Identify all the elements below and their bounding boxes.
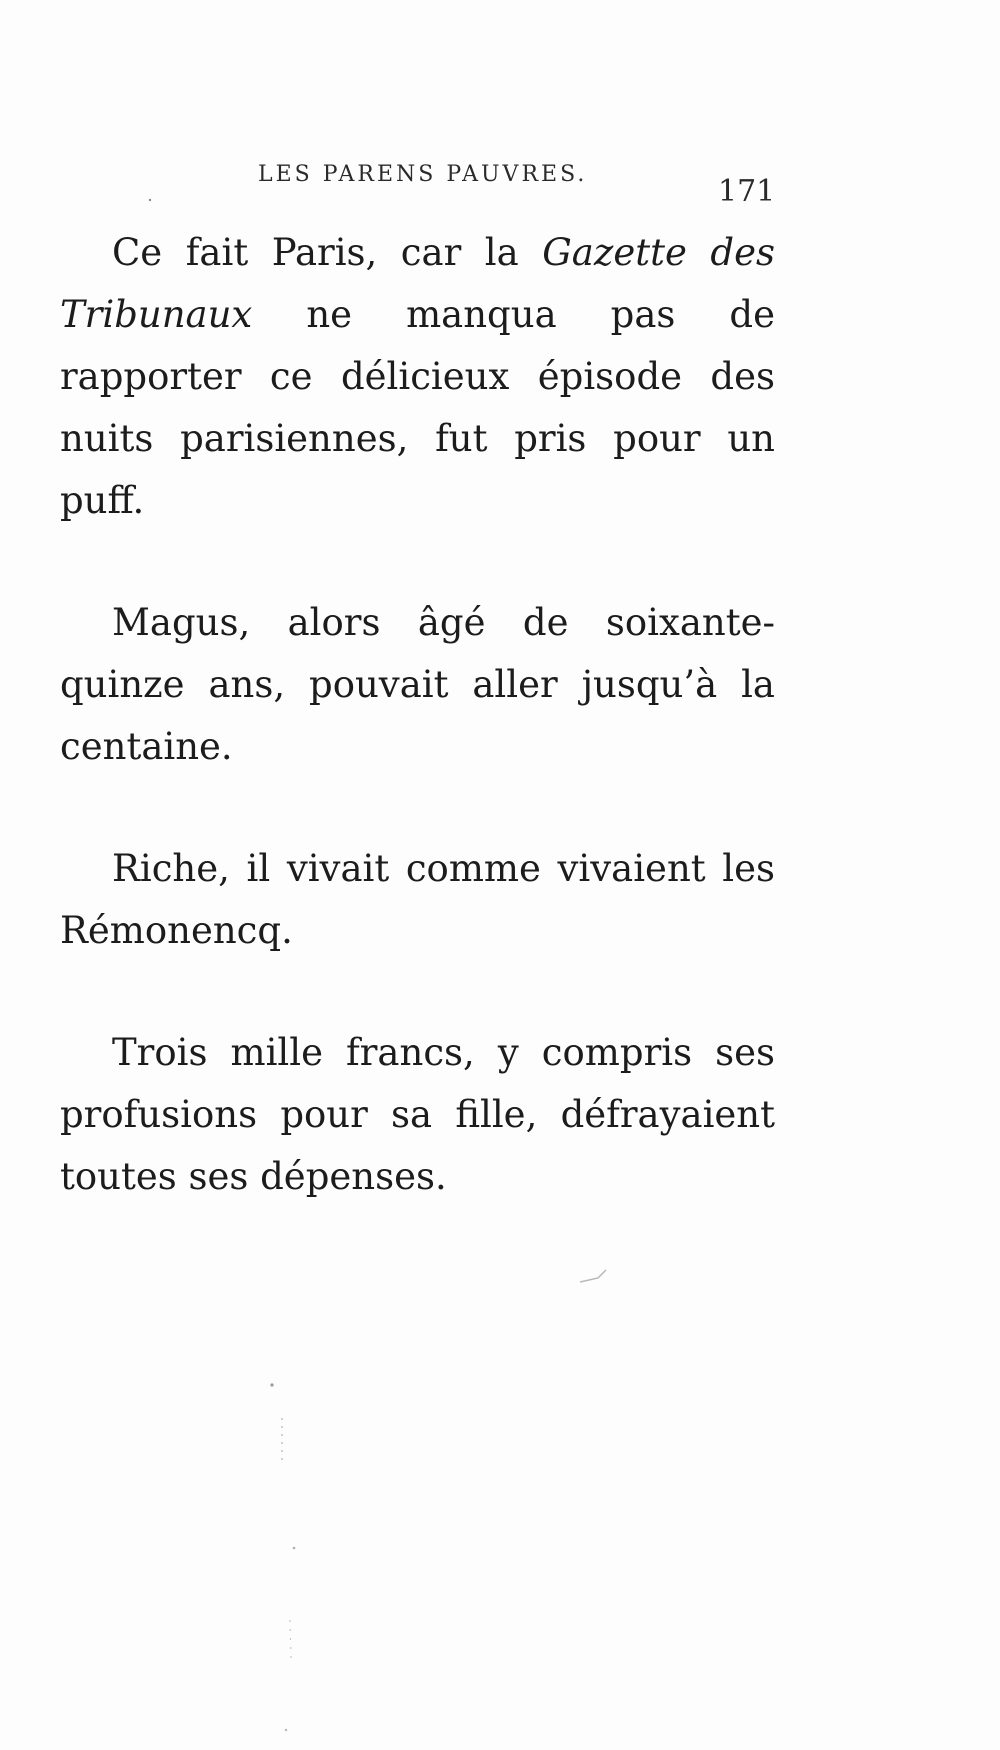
page-number: 171 <box>718 174 776 209</box>
paragraph-3: Riche, il vivait comme vivaient les Rémonencq. <box>60 847 775 952</box>
running-title: LES PARENS PAUVRES. <box>258 162 588 187</box>
paragraph-4: Trois mille francs, y compris ses profusions pour sa fille, défrayaient toutes ses dépenses. <box>60 1031 775 1198</box>
paragraph-1-text-end: ne manqua pas de rapporter ce délicieux épisode des nuits parisiennes, fut pris pour un puff. <box>60 293 775 522</box>
body-text <box>60 222 775 1208</box>
newspaper-title: Gazette des Tribunaux <box>60 231 775 336</box>
paragraph-1-text-start: Ce fait Paris, car la <box>112 231 543 274</box>
paragraph-1 <box>60 222 775 532</box>
paragraph-2: Magus, alors âgé de soixante-quinze ans, pouvait aller jusqu’à la centaine. <box>60 601 775 768</box>
